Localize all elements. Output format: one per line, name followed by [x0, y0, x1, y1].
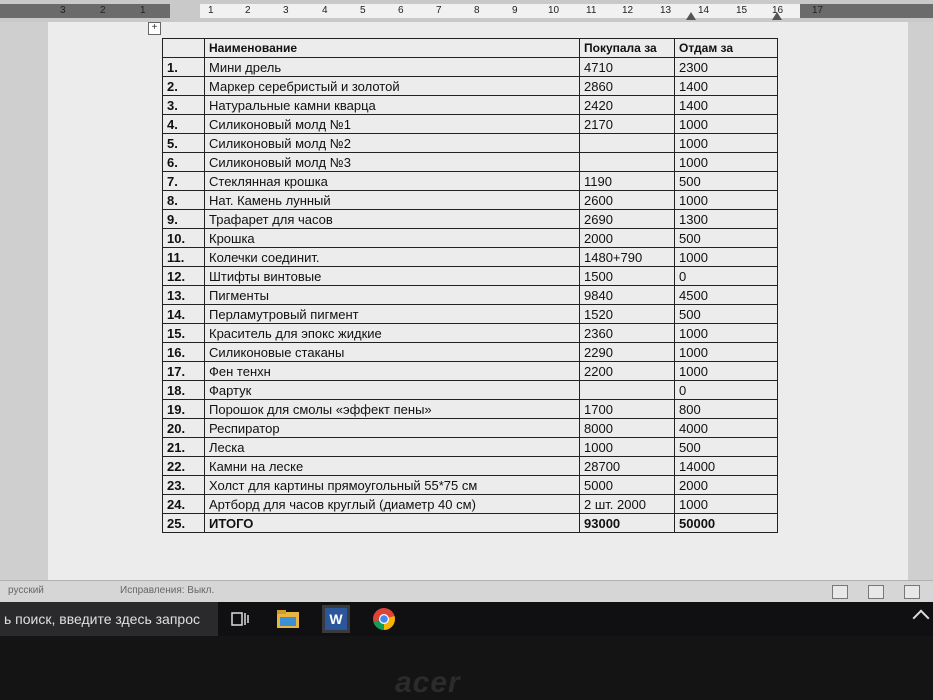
word-taskbar-button[interactable]	[322, 605, 350, 633]
buy-price-cell[interactable]: 1190	[580, 172, 675, 191]
buy-price-cell[interactable]	[580, 134, 675, 153]
row-number-cell[interactable]: 11.	[163, 248, 205, 267]
table-row	[163, 495, 778, 514]
buy-price-cell[interactable]: 5000	[580, 476, 675, 495]
item-name-cell[interactable]: Силиконовые стаканы	[205, 343, 580, 362]
table-row	[163, 305, 778, 324]
buy-price-cell[interactable]: 2360	[580, 324, 675, 343]
sell-price-cell[interactable]: 4500	[675, 286, 778, 305]
item-name-cell[interactable]: Холст для картины прямоугольный 55*75 см	[205, 476, 580, 495]
buy-price-cell[interactable]: 28700	[580, 457, 675, 476]
ruler-number: 13	[660, 5, 672, 16]
sell-price-cell[interactable]: 1000	[675, 495, 778, 514]
row-number-cell[interactable]: 10.	[163, 229, 205, 248]
ruler-number: 14	[698, 5, 710, 16]
sell-price-cell[interactable]: 2300	[675, 58, 778, 77]
buy-price-cell[interactable]: 2000	[580, 229, 675, 248]
total-buy-cell[interactable]: 93000	[580, 514, 675, 533]
header-buy-cell[interactable]: Покупала за	[580, 39, 675, 58]
buy-price-cell[interactable]: 2290	[580, 343, 675, 362]
ruler-active-area	[200, 4, 800, 18]
item-name-cell[interactable]: Натуральные камни кварца	[205, 96, 580, 115]
taskbar	[0, 602, 933, 636]
table-header-row	[163, 39, 778, 58]
table-row	[163, 115, 778, 134]
table-row	[163, 476, 778, 495]
item-name-cell[interactable]: Силиконовый молд №1	[205, 115, 580, 134]
item-name-cell[interactable]: Фартук	[205, 381, 580, 400]
ruler-number: 2	[100, 5, 106, 16]
row-number-cell[interactable]: 17.	[163, 362, 205, 381]
table-row	[163, 381, 778, 400]
taskbar-search-input[interactable]: ь поиск, введите здесь запрос	[0, 602, 218, 636]
ruler-number: 7	[436, 5, 442, 16]
item-name-cell[interactable]: Камни на леске	[205, 457, 580, 476]
ruler-number: 17	[812, 5, 824, 16]
ruler-number: 16	[772, 5, 784, 16]
total-sell-cell[interactable]: 50000	[675, 514, 778, 533]
sell-price-cell[interactable]: 4000	[675, 419, 778, 438]
sell-price-cell[interactable]: 0	[675, 381, 778, 400]
sell-price-cell[interactable]: 1000	[675, 115, 778, 134]
ruler-number: 1	[140, 5, 146, 16]
buy-price-cell[interactable]: 2690	[580, 210, 675, 229]
total-label-cell[interactable]: ИТОГО	[205, 514, 580, 533]
row-number-cell[interactable]: 13.	[163, 286, 205, 305]
buy-price-cell[interactable]: 8000	[580, 419, 675, 438]
table-row	[163, 343, 778, 362]
table-row	[163, 153, 778, 172]
row-number-cell[interactable]: 18.	[163, 381, 205, 400]
ruler-number: 12	[622, 5, 634, 16]
table-row	[163, 77, 778, 96]
sell-price-cell[interactable]: 1000	[675, 324, 778, 343]
ruler-column-marker[interactable]	[686, 12, 696, 20]
sell-price-cell[interactable]: 1000	[675, 191, 778, 210]
row-number-cell[interactable]: 4.	[163, 115, 205, 134]
row-number-cell[interactable]: 12.	[163, 267, 205, 286]
ruler-number: 5	[360, 5, 366, 16]
buy-price-cell[interactable]: 2200	[580, 362, 675, 381]
item-name-cell[interactable]: Фен тенхн	[205, 362, 580, 381]
row-number-cell[interactable]: 15.	[163, 324, 205, 343]
chrome-taskbar-button[interactable]	[370, 605, 398, 633]
sell-price-cell[interactable]: 14000	[675, 457, 778, 476]
table-row	[163, 58, 778, 77]
ruler[interactable]	[0, 0, 933, 23]
buy-price-cell[interactable]: 1500	[580, 267, 675, 286]
buy-price-cell[interactable]: 2860	[580, 77, 675, 96]
header-num-cell[interactable]	[163, 39, 205, 58]
item-name-cell[interactable]: Силиконовый молд №3	[205, 153, 580, 172]
row-number-cell[interactable]: 16.	[163, 343, 205, 362]
table-row	[163, 172, 778, 191]
buy-price-cell[interactable]: 2 шт. 2000	[580, 495, 675, 514]
sell-price-cell[interactable]: 500	[675, 438, 778, 457]
buy-price-cell[interactable]: 1520	[580, 305, 675, 324]
sell-price-cell[interactable]: 500	[675, 305, 778, 324]
table-row	[163, 210, 778, 229]
table-row	[163, 191, 778, 210]
row-number-cell[interactable]: 22.	[163, 457, 205, 476]
buy-price-cell[interactable]: 4710	[580, 58, 675, 77]
row-number-cell[interactable]: 6.	[163, 153, 205, 172]
row-number-cell[interactable]: 9.	[163, 210, 205, 229]
sell-price-cell[interactable]: 1000	[675, 134, 778, 153]
table-row	[163, 229, 778, 248]
table-row	[163, 419, 778, 438]
item-name-cell[interactable]: Пигменты	[205, 286, 580, 305]
table-row	[163, 438, 778, 457]
file-explorer-icon[interactable]	[274, 605, 302, 633]
buy-price-cell[interactable]	[580, 153, 675, 172]
word-icon: W	[325, 608, 347, 630]
table-row	[163, 400, 778, 419]
table-row	[163, 362, 778, 381]
item-name-cell[interactable]: Мини дрель	[205, 58, 580, 77]
buy-price-cell[interactable]	[580, 381, 675, 400]
language-indicator[interactable]: русский	[8, 585, 44, 596]
chevron-up-icon[interactable]	[913, 610, 930, 627]
table-row	[163, 324, 778, 343]
buy-price-cell[interactable]: 2420	[580, 96, 675, 115]
item-name-cell[interactable]: Артборд для часов круглый (диаметр 40 см)	[205, 495, 580, 514]
item-name-cell[interactable]: Маркер серебристый и золотой	[205, 77, 580, 96]
sell-price-cell[interactable]: 1400	[675, 96, 778, 115]
sell-price-cell[interactable]: 1000	[675, 343, 778, 362]
table-row	[163, 267, 778, 286]
header-name-cell[interactable]: Наименование	[205, 39, 580, 58]
web-layout-view-icon[interactable]	[904, 585, 920, 599]
sell-price-cell[interactable]: 800	[675, 400, 778, 419]
task-view-glyph-icon	[231, 611, 249, 627]
print-layout-view-icon[interactable]	[868, 585, 884, 599]
read-mode-view-icon[interactable]	[832, 585, 848, 599]
buy-price-cell[interactable]: 1700	[580, 400, 675, 419]
row-number-cell[interactable]: 3.	[163, 96, 205, 115]
ruler-right-indent-marker[interactable]	[772, 12, 782, 20]
item-name-cell[interactable]: Нат. Камень лунный	[205, 191, 580, 210]
table-total-row	[163, 514, 778, 533]
ruler-number: 8	[474, 5, 480, 16]
row-number-cell[interactable]: 14.	[163, 305, 205, 324]
row-number-cell[interactable]: 19.	[163, 400, 205, 419]
ruler-number: 1	[208, 5, 214, 16]
ruler-number: 15	[736, 5, 748, 16]
buy-price-cell[interactable]: 9840	[580, 286, 675, 305]
track-changes-indicator[interactable]: Исправления: Выкл.	[120, 585, 215, 596]
buy-price-cell[interactable]: 1480+790	[580, 248, 675, 267]
table-row	[163, 286, 778, 305]
row-number-cell[interactable]: 23.	[163, 476, 205, 495]
sell-price-cell[interactable]: 1000	[675, 362, 778, 381]
chrome-icon	[372, 607, 396, 631]
table-move-handle-icon[interactable]: +	[148, 22, 161, 35]
buy-price-cell[interactable]: 1000	[580, 438, 675, 457]
item-name-cell[interactable]: Перламутровый пигмент	[205, 305, 580, 324]
table-row	[163, 134, 778, 153]
table-row	[163, 96, 778, 115]
ruler-number: 3	[60, 5, 66, 16]
item-name-cell[interactable]: Колечки соединит.	[205, 248, 580, 267]
brand-logo: acer	[395, 666, 461, 699]
status-bar	[0, 580, 933, 603]
sell-price-cell[interactable]: 500	[675, 172, 778, 191]
table-row	[163, 457, 778, 476]
row-number-cell[interactable]: 24.	[163, 495, 205, 514]
row-number-cell[interactable]: 7.	[163, 172, 205, 191]
ruler-number: 2	[245, 5, 251, 16]
item-name-cell[interactable]: Краситель для эпокс жидкие	[205, 324, 580, 343]
row-number-cell[interactable]: 1.	[163, 58, 205, 77]
item-name-cell[interactable]: Крошка	[205, 229, 580, 248]
item-name-cell[interactable]: Порошок для смолы «эффект пены»	[205, 400, 580, 419]
row-number-cell[interactable]: 2.	[163, 77, 205, 96]
ruler-number: 9	[512, 5, 518, 16]
header-sell-cell[interactable]: Отдам за	[675, 39, 778, 58]
sell-price-cell[interactable]: 500	[675, 229, 778, 248]
item-name-cell[interactable]: Леска	[205, 438, 580, 457]
sell-price-cell[interactable]: 1000	[675, 248, 778, 267]
ruler-number: 10	[548, 5, 560, 16]
item-name-cell[interactable]: Стеклянная крошка	[205, 172, 580, 191]
sell-price-cell[interactable]: 1300	[675, 210, 778, 229]
item-name-cell[interactable]: Трафарет для часов	[205, 210, 580, 229]
row-number-cell[interactable]: 5.	[163, 134, 205, 153]
sell-price-cell[interactable]: 2000	[675, 476, 778, 495]
item-name-cell[interactable]: Силиконовый молд №2	[205, 134, 580, 153]
task-view-icon[interactable]	[226, 605, 254, 633]
sell-price-cell[interactable]: 1000	[675, 153, 778, 172]
ruler-number: 6	[398, 5, 404, 16]
ruler-number: 4	[322, 5, 328, 16]
ruler-number: 11	[586, 5, 597, 16]
sell-price-cell[interactable]: 1400	[675, 77, 778, 96]
ruler-number: 3	[283, 5, 289, 16]
laptop-bezel	[0, 636, 933, 700]
row-number-cell[interactable]: 20.	[163, 419, 205, 438]
row-number-cell[interactable]: 8.	[163, 191, 205, 210]
buy-price-cell[interactable]: 2600	[580, 191, 675, 210]
folder-icon	[276, 609, 300, 629]
sell-price-cell[interactable]: 0	[675, 267, 778, 286]
row-number-cell[interactable]: 21.	[163, 438, 205, 457]
item-name-cell[interactable]: Штифты винтовые	[205, 267, 580, 286]
item-name-cell[interactable]: Респиратор	[205, 419, 580, 438]
table-row	[163, 248, 778, 267]
items-table[interactable]	[162, 38, 778, 533]
row-number-cell[interactable]: 25.	[163, 514, 205, 533]
buy-price-cell[interactable]: 2170	[580, 115, 675, 134]
